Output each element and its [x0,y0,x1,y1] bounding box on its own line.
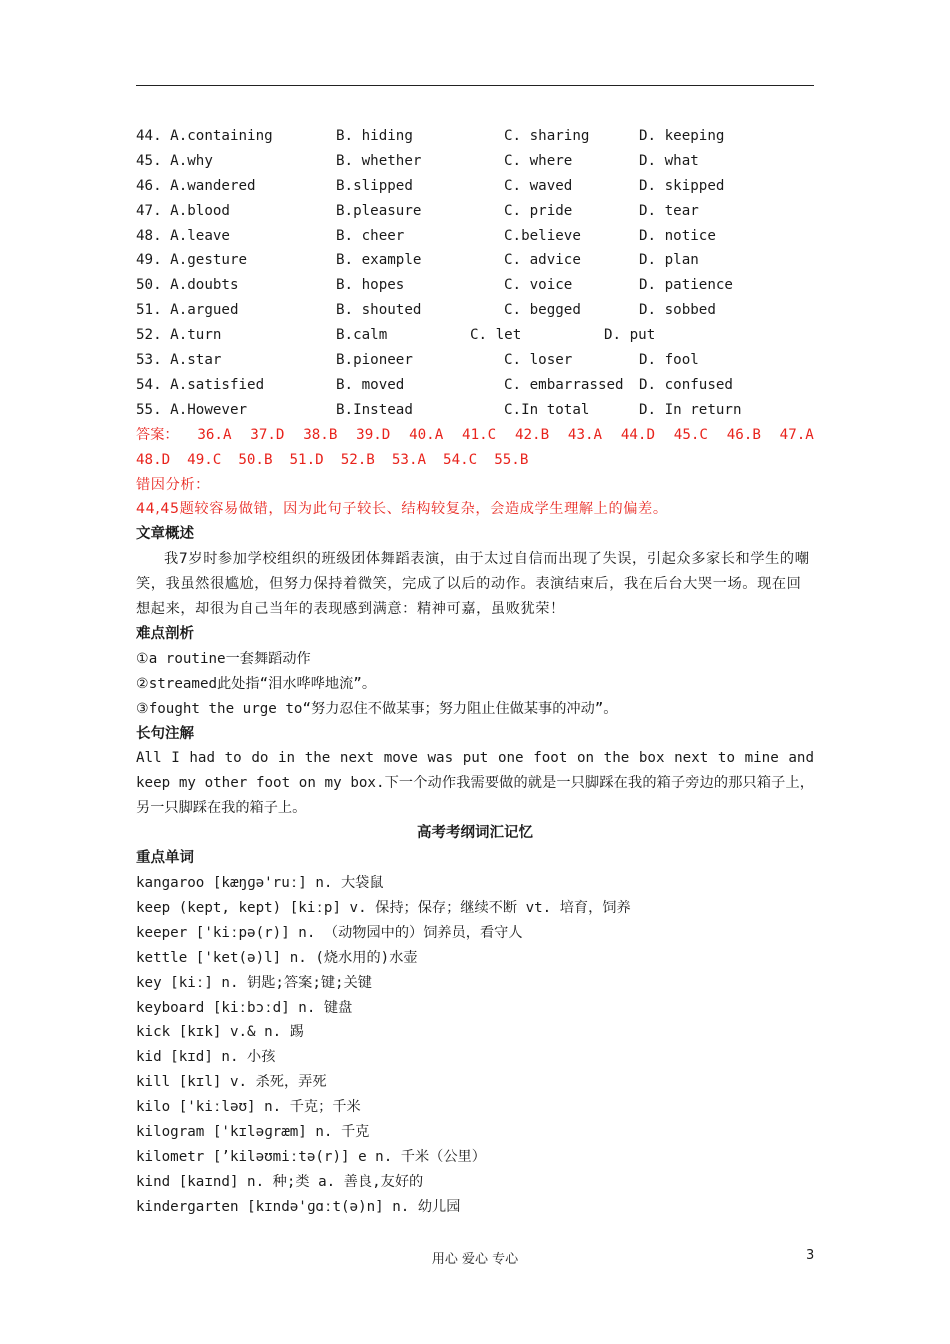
option-row-49 [136,248,814,273]
options-list [136,124,814,423]
option-row-44 [136,124,814,149]
option-a-text: A.containing [170,128,273,144]
question-number: 50. [136,277,162,294]
option-row-48 [136,224,814,249]
answer-line-1 [136,423,814,448]
option-a-text: A.why [170,152,213,169]
option-a-text: A.argued [170,302,239,319]
page-content [136,124,814,1220]
option-c: C. begged [504,302,581,319]
option-a [136,298,336,323]
vocab-entry: kettle ['ket(ə)l] n. (烧水用的)水壶 [136,949,418,966]
answer-item: 47.A [779,426,814,443]
option-row-54 [136,373,814,398]
option-c: C. waved [504,177,573,194]
option-b: B. hopes [336,277,405,294]
option-c: C. where [504,152,573,169]
answer-item: 54.C [443,451,478,468]
question-number: 52. [136,327,162,344]
question-number: 53. [136,352,162,369]
vocab-entry: keyboard [kiːbɔːd] n. 键盘 [136,999,353,1016]
option-c: C. voice [504,277,573,294]
option-b: B.pioneer [336,352,413,369]
option-a [136,323,336,348]
option-d: D. skipped [639,177,725,194]
option-row-55 [136,398,814,423]
option-c: C.In total [504,401,590,418]
answer-item: 50.B [238,451,273,468]
option-a [136,398,336,423]
answer-item: 45.C [673,426,708,443]
option-d: D. fool [639,352,699,369]
option-row-45 [136,149,814,174]
long-sentence-heading: 长句注解 [136,725,194,742]
option-d: D. confused [639,376,733,393]
option-b: B. whether [336,152,422,169]
difficulty-item: ①a routine一套舞蹈动作 [136,650,311,667]
option-b: B.slipped [336,177,413,194]
question-number: 44. [136,128,162,144]
option-d: D. what [639,152,699,169]
vocab-entry: kilo ['kiːləʊ] n. 千克；千米 [136,1099,361,1116]
option-d: D. patience [639,277,733,294]
option-c: C.believe [504,227,581,244]
option-a-text: A.satisfied [170,376,265,393]
vocab-entry: kick [kɪk] v.& n. 踢 [136,1024,304,1041]
answer-line-2 [136,448,814,473]
vocab-entry: keep (kept, kept) [kiːp] v. 保持；保存；继续不断 vt. 培育，饲养 [136,899,631,916]
option-c: C. sharing [504,128,590,144]
option-a [136,248,336,273]
answer-item: 36.A [197,426,232,443]
vocab-entry: kid [kɪd] n. 小孩 [136,1049,276,1066]
answer-item: 53.A [391,451,427,468]
page-number: 3 [806,1248,815,1263]
option-a-text: A.wandered [170,177,256,194]
option-row-52 [136,323,814,348]
option-b: B.calm [336,327,388,344]
answer-item: 51.D [289,451,324,468]
option-a [136,124,336,149]
option-d: D. notice [639,227,716,244]
option-a-text: A.leave [170,227,230,244]
vocab-entry: kind [kaɪnd] n. 种;类 a. 善良,友好的 [136,1173,424,1190]
option-a [136,149,336,174]
question-number: 45. [136,152,162,169]
option-b: B. example [336,252,422,269]
answer-item: 40.A [409,426,444,443]
option-d: D. tear [639,202,699,219]
option-b: B. moved [336,376,405,393]
long-sentence-text: All I had to do in the next move was put one foot on the box next to mine and keep my other foot on my box.下一个动作我需要做的就是一只脚踩在我的箱子旁边的那只箱子上，另一只脚踩在我的箱子上。 [136,750,814,817]
option-a [136,348,336,373]
option-c: C. pride [504,202,573,219]
option-a [136,199,336,224]
difficulty-item: ②streamed此处指“泪水哗哗地流”。 [136,675,377,692]
option-c: C. advice [504,252,581,269]
error-analysis-label: 错因分析： [136,476,210,493]
option-row-50 [136,273,814,298]
difficulty-heading: 难点剖析 [136,625,194,642]
option-d: D. keeping [639,128,725,144]
answer-item: 49.C [187,451,222,468]
option-a [136,224,336,249]
header-rule [136,85,814,86]
option-b: B. shouted [336,302,422,319]
vocab-entry: kill [kɪl] v. 杀死，弄死 [136,1074,327,1091]
vocab-entry: kindergarten [kɪndə'ɡɑːt(ə)n] n. 幼儿园 [136,1198,461,1215]
option-a-text: A.gesture [170,252,248,269]
question-number: 47. [136,202,162,219]
option-a [136,174,336,199]
vocab-entry: kangaroo [kæŋɡə'ruː] n. 大袋鼠 [136,875,384,891]
option-b: B.Instead [336,401,413,418]
option-a-text: A.star [170,352,222,369]
option-row-53 [136,348,814,373]
answer-item: 55.B [494,451,529,468]
summary-heading: 文章概述 [136,526,194,543]
answer-item: 37.D [250,426,285,443]
answer-item: 46.B [726,426,761,443]
answer-item: 38.B [303,426,338,443]
option-row-46 [136,174,814,199]
option-a [136,373,336,398]
answer-key [136,423,814,523]
option-d: D. put [604,327,656,344]
question-number: 54. [136,376,162,393]
question-number: 49. [136,252,162,269]
answer-item: 43.A [567,426,603,443]
option-d: D. plan [639,252,699,269]
option-d: D. In return [639,401,742,418]
question-number: 46. [136,177,162,194]
question-number: 48. [136,227,162,244]
option-c: C. let [470,327,522,344]
option-a [136,273,336,298]
error-analysis-text: 44,45题较容易做错，因为此句子较长、结构较复杂，会造成学生理解上的偏差。 [136,501,668,518]
answer-item: 52.B [340,451,375,468]
question-number: 51. [136,302,162,319]
footer-text: 用心 爱心 专心 [431,1252,519,1267]
vocab-heading: 重点单词 [136,850,194,867]
vocab-entry: kilogram ['kɪləɡræm] n. 千克 [136,1124,370,1141]
option-c: C. embarrassed [504,376,624,393]
option-a-text: A.doubts [170,277,239,294]
answer-item: 44.D [620,426,656,443]
vocab-title: 高考考纲词汇记忆 [417,825,533,842]
answer-label: 答案： [136,426,179,443]
option-row-51 [136,298,814,323]
option-a-text: A.turn [170,327,222,344]
summary-text: 我7岁时参加学校组织的班级团体舞蹈表演，由于太过自信而出现了失误，引起众多家长和学生的嘲笑，我虽然很尴尬，但努力保持着微笑，完成了以后的动作。表演结束后，我在后台大哭一场。现在回想起来，却很为自己当年的表现感到满意：精神可嘉，虽败犹荣！ [136,551,810,618]
answer-item: 48.D [136,451,171,468]
question-number: 55. [136,401,162,418]
answer-item: 41.C [462,426,497,443]
answer-item: 39.D [356,426,391,443]
answer-item: 42.B [514,426,550,443]
difficulty-item: ③fought the urge to“努力忍住不做某事；努力阻止住做某事的冲动”。 [136,700,618,717]
option-b: B. cheer [336,227,405,244]
option-d: D. sobbed [639,302,716,319]
option-b: B.pleasure [336,202,422,219]
option-a-text: A.blood [170,202,230,219]
option-c: C. loser [504,352,573,369]
vocab-entry: keeper ['kiːpə(r)] n. （动物园中的）饲养员，看守人 [136,924,523,941]
option-b: B. hiding [336,128,413,144]
vocab-entry: key [kiː] n. 钥匙;答案;键;关键 [136,974,372,991]
option-row-47 [136,199,814,224]
vocab-entry: kilometr [’kiləʊmiːtə(r)] e n. 千米（公里） [136,1148,486,1165]
option-a-text: A.However [170,401,248,418]
